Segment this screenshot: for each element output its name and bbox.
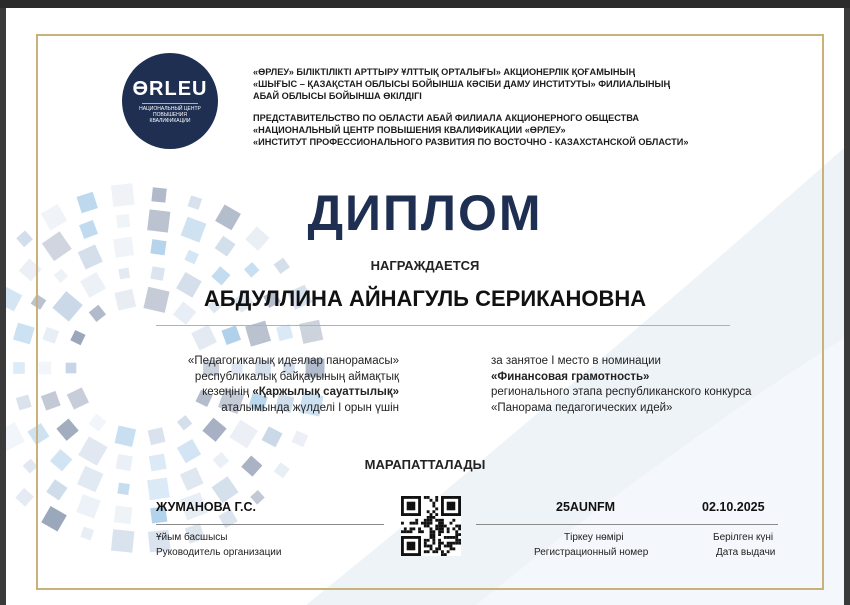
signature-line: [156, 524, 384, 525]
awarded-label: НАГРАЖДАЕТСЯ: [370, 258, 480, 273]
awarded-kz-label: МАРАПАТТАЛАДЫ: [364, 457, 486, 472]
logo-word: ӨRLEU: [132, 78, 208, 100]
award-kz-line-4: аталымында жүлделі I орын үшін: [221, 401, 399, 414]
burst-square: [15, 488, 34, 507]
award-kz-line-3a: кезеңінің: [202, 386, 253, 398]
award-text-ru: [491, 354, 791, 416]
burst-square: [6, 422, 25, 452]
award-kz-line-3: [154, 385, 399, 401]
nomination-kz: «Қаржылық сауаттылық»: [252, 386, 399, 398]
issue-date-label-ru: Дата выдачи: [716, 547, 776, 558]
qr-code-icon: [401, 496, 461, 556]
award-kz-line-1: «Педагогикалық идеялар панорамасы»: [187, 355, 399, 367]
org-ru-line-2: «НАЦИОНАЛЬНЫЙ ЦЕНТР ПОВЫШЕНИЯ КВАЛИФИКАЦИИ «ӨРЛЕУ»: [253, 125, 566, 135]
burst-square: [13, 323, 35, 345]
signer-name: ЖУМАНОВА Г.С.: [156, 500, 256, 514]
org-kz-line-2: «ШЫҒЫС – ҚАЗАҚСТАН ОБЛЫСЫ БОЙЫНША КӘСІБИ ДАМУ ИНСТИТУТЫ» ФИЛИАЛЫНЫҢ: [253, 79, 671, 89]
org-kz-line-1: «ӨРЛЕУ» БІЛІКТІЛІКТІ АРТТЫРУ ҰЛТТЫҚ ОРТАЛЫҒЫ» АКЦИОНЕРЛІК ҚОҒАМЫНЫҢ: [253, 67, 636, 77]
issue-date-label-kz: Берілген күні: [713, 532, 774, 543]
name-underline: [156, 325, 730, 326]
signer-role-ru: Руководитель организации: [156, 547, 282, 558]
diploma-page: [6, 8, 844, 605]
recipient-name: АБДУЛЛИНА АЙНАГУЛЬ СЕРИКАНОВНА: [203, 286, 647, 311]
viewer-top-bar: [0, 0, 850, 8]
award-ru-line-3: регионального этапа республиканского конкурса: [491, 386, 752, 398]
registration-number: 25AUNFM: [556, 500, 616, 514]
diploma-title: ДИПЛОМ: [307, 185, 543, 241]
org-kz-line-3: АБАЙ ОБЛЫСЫ БОЙЫНША ӨКІЛДІГІ: [253, 91, 422, 101]
org-ru-line-1: ПРЕДСТАВИТЕЛЬСТВО ПО ОБЛАСТИ АБАЙ ФИЛИАЛА АКЦИОНЕРНОГО ОБЩЕСТВА: [253, 113, 640, 123]
nomination-ru: «Финансовая грамотность»: [491, 370, 650, 383]
issue-date: 02.10.2025: [702, 500, 765, 514]
org-ru-line-3: «ИНСТИТУТ ПРОФЕССИОНАЛЬНОГО РАЗВИТИЯ ПО ВОСТОЧНО - КАЗАХСТАНСКОЙ ОБЛАСТИ»: [253, 137, 689, 147]
award-ru-line-1: за занятое I место в номинации: [491, 355, 661, 367]
logo-divider: [142, 103, 198, 104]
signer-role-kz: Ұйым басшысы: [156, 532, 228, 543]
logo-subtitle: НАЦИОНАЛЬНЫЙ ЦЕНТР ПОВЫШЕНИЯ КВАЛИФИКАЦИИ: [139, 106, 201, 124]
burst-square: [13, 362, 25, 374]
award-kz-line-2: республикалық байқауының аймақтық: [194, 370, 399, 383]
orleu-logo: [122, 53, 218, 149]
burst-square: [16, 394, 32, 410]
registration-label-ru: Регистрационный номер: [534, 547, 649, 558]
registration-line: [476, 524, 778, 525]
registration-label-kz: Тіркеу нөмірі: [564, 532, 624, 543]
award-text-kz: [154, 354, 399, 416]
award-ru-line-4: «Панорама педагогических идей»: [491, 401, 673, 414]
